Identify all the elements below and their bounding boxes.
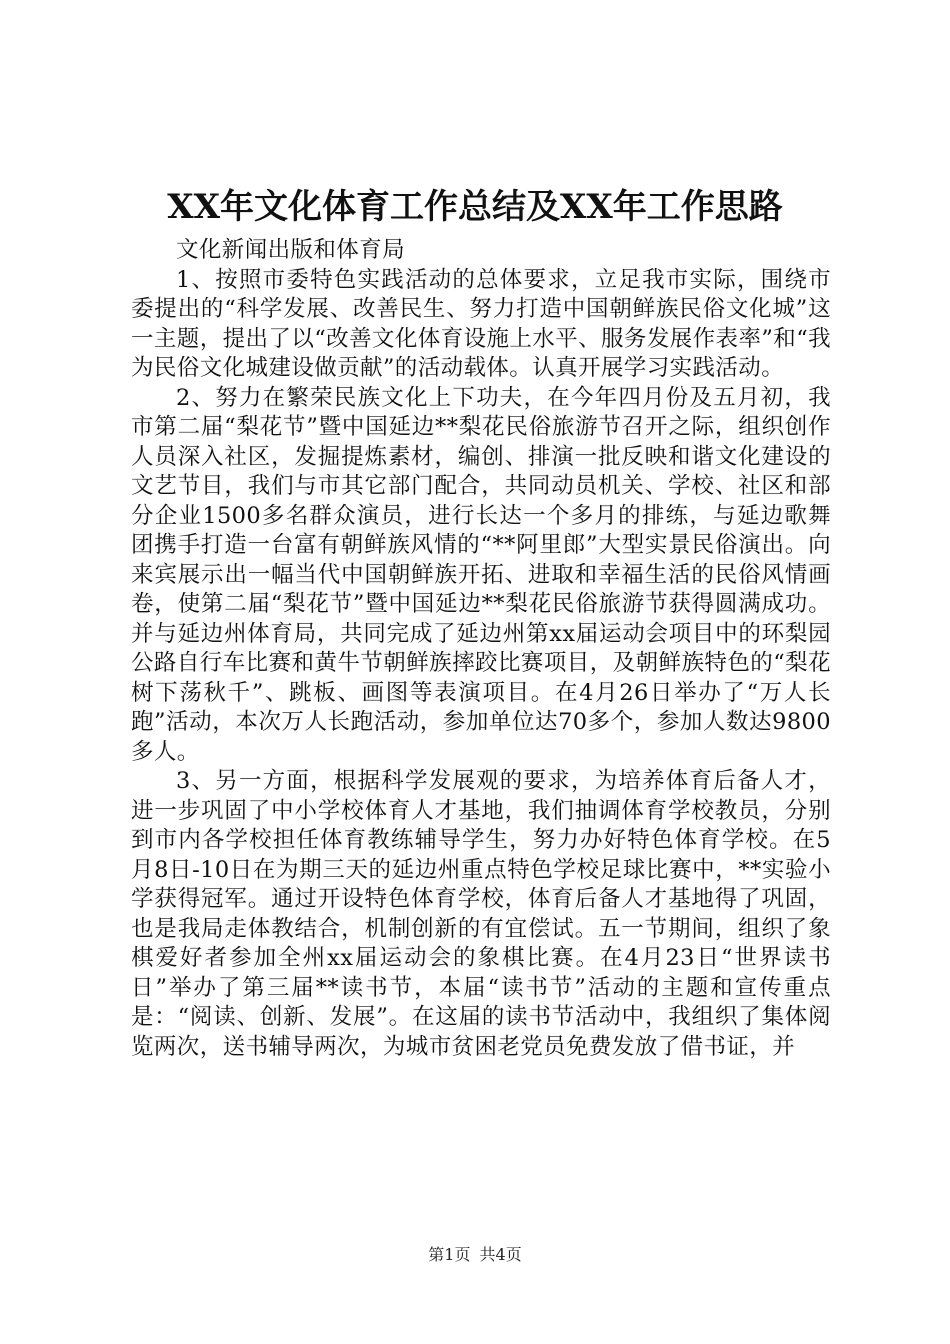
author-line: 文化新闻出版和体育局 <box>176 237 406 263</box>
page-footer <box>0 1244 950 1266</box>
page-number: 第1页 <box>428 1245 471 1264</box>
paragraph-2: 2、努力在繁荣民族文化上下功夫，在今年四月份及五月初，我市第二届“梨花节”暨中国延边**梨花民俗旅游节召开之际，组织创作人员深入社区，发掘提炼素材，编创、排演一批反映和谐文化建设的文艺节目，我们与市其它部门配合，共同动员机关、学校、社区和部分企业1500多名群众演员，进行长达一个多月的排练，与延边歌舞团携手打造一台富有朝鲜族风情的“**阿里郎”大型实景民俗演出。向来宾展示出一幅当代中国朝鲜族开拓、进取和幸福生活的民俗风情画卷，使第二届“梨花节”暨中国延边**梨花民俗旅游节获得圆满成功。并与延边州体育局，共同完成了延边州第xx届运动会项目中的环梨园公路自行车比赛和黄牛节朝鲜族摔跤比赛项目，及朝鲜族特色的“梨花树下荡秋千”、跳板、画图等表演项目。在4月26日举办了“万人长跑”活动，本次万人长跑活动，参加单位达70多个，参加人数达9800多人。 <box>131 384 831 765</box>
document-body <box>131 236 831 1062</box>
page-total: 共4页 <box>479 1245 522 1264</box>
document-title: XX年文化体育工作总结及XX年工作思路 <box>167 187 783 227</box>
paragraph-3: 3、另一方面，根据科学发展观的要求，为培养体育后备人才，进一步巩固了中小学校体育人才基地，我们抽调体育学校教员，分别到市内各学校担任体育教练辅导学生，努力办好特色体育学校。在5月8日-10日在为期三天的延边州重点特色学校足球比赛中，**实验小学获得冠军。通过开设特色体育学校，体育后备人才基地得了巩固，也是我局走体教结合，机制创新的有宜偿试。五一节期间，组织了象棋爱好者参加全州xx届运动会的象棋比赛。在4月23日“世界读书日”举办了第三届**读书节，本届“读书节”活动的主题和宣传重点是：“阅读、创新、发展”。在这届的读书节活动中，我组织了集体阅览两次，送书辅导两次，为城市贫困老党员免费发放了借书证，并 <box>131 768 831 1060</box>
paragraph-1: 1、按照市委特色实践活动的总体要求，立足我市实际，围绕市委提出的“科学发展、改善民生、努力打造中国朝鲜族民俗文化城”这一主题，提出了以“改善文化体育设施上水平、服务发展作表率”和“我为民俗文化城建设做贡献”的活动载体。认真开展学习实践活动。 <box>131 266 831 381</box>
